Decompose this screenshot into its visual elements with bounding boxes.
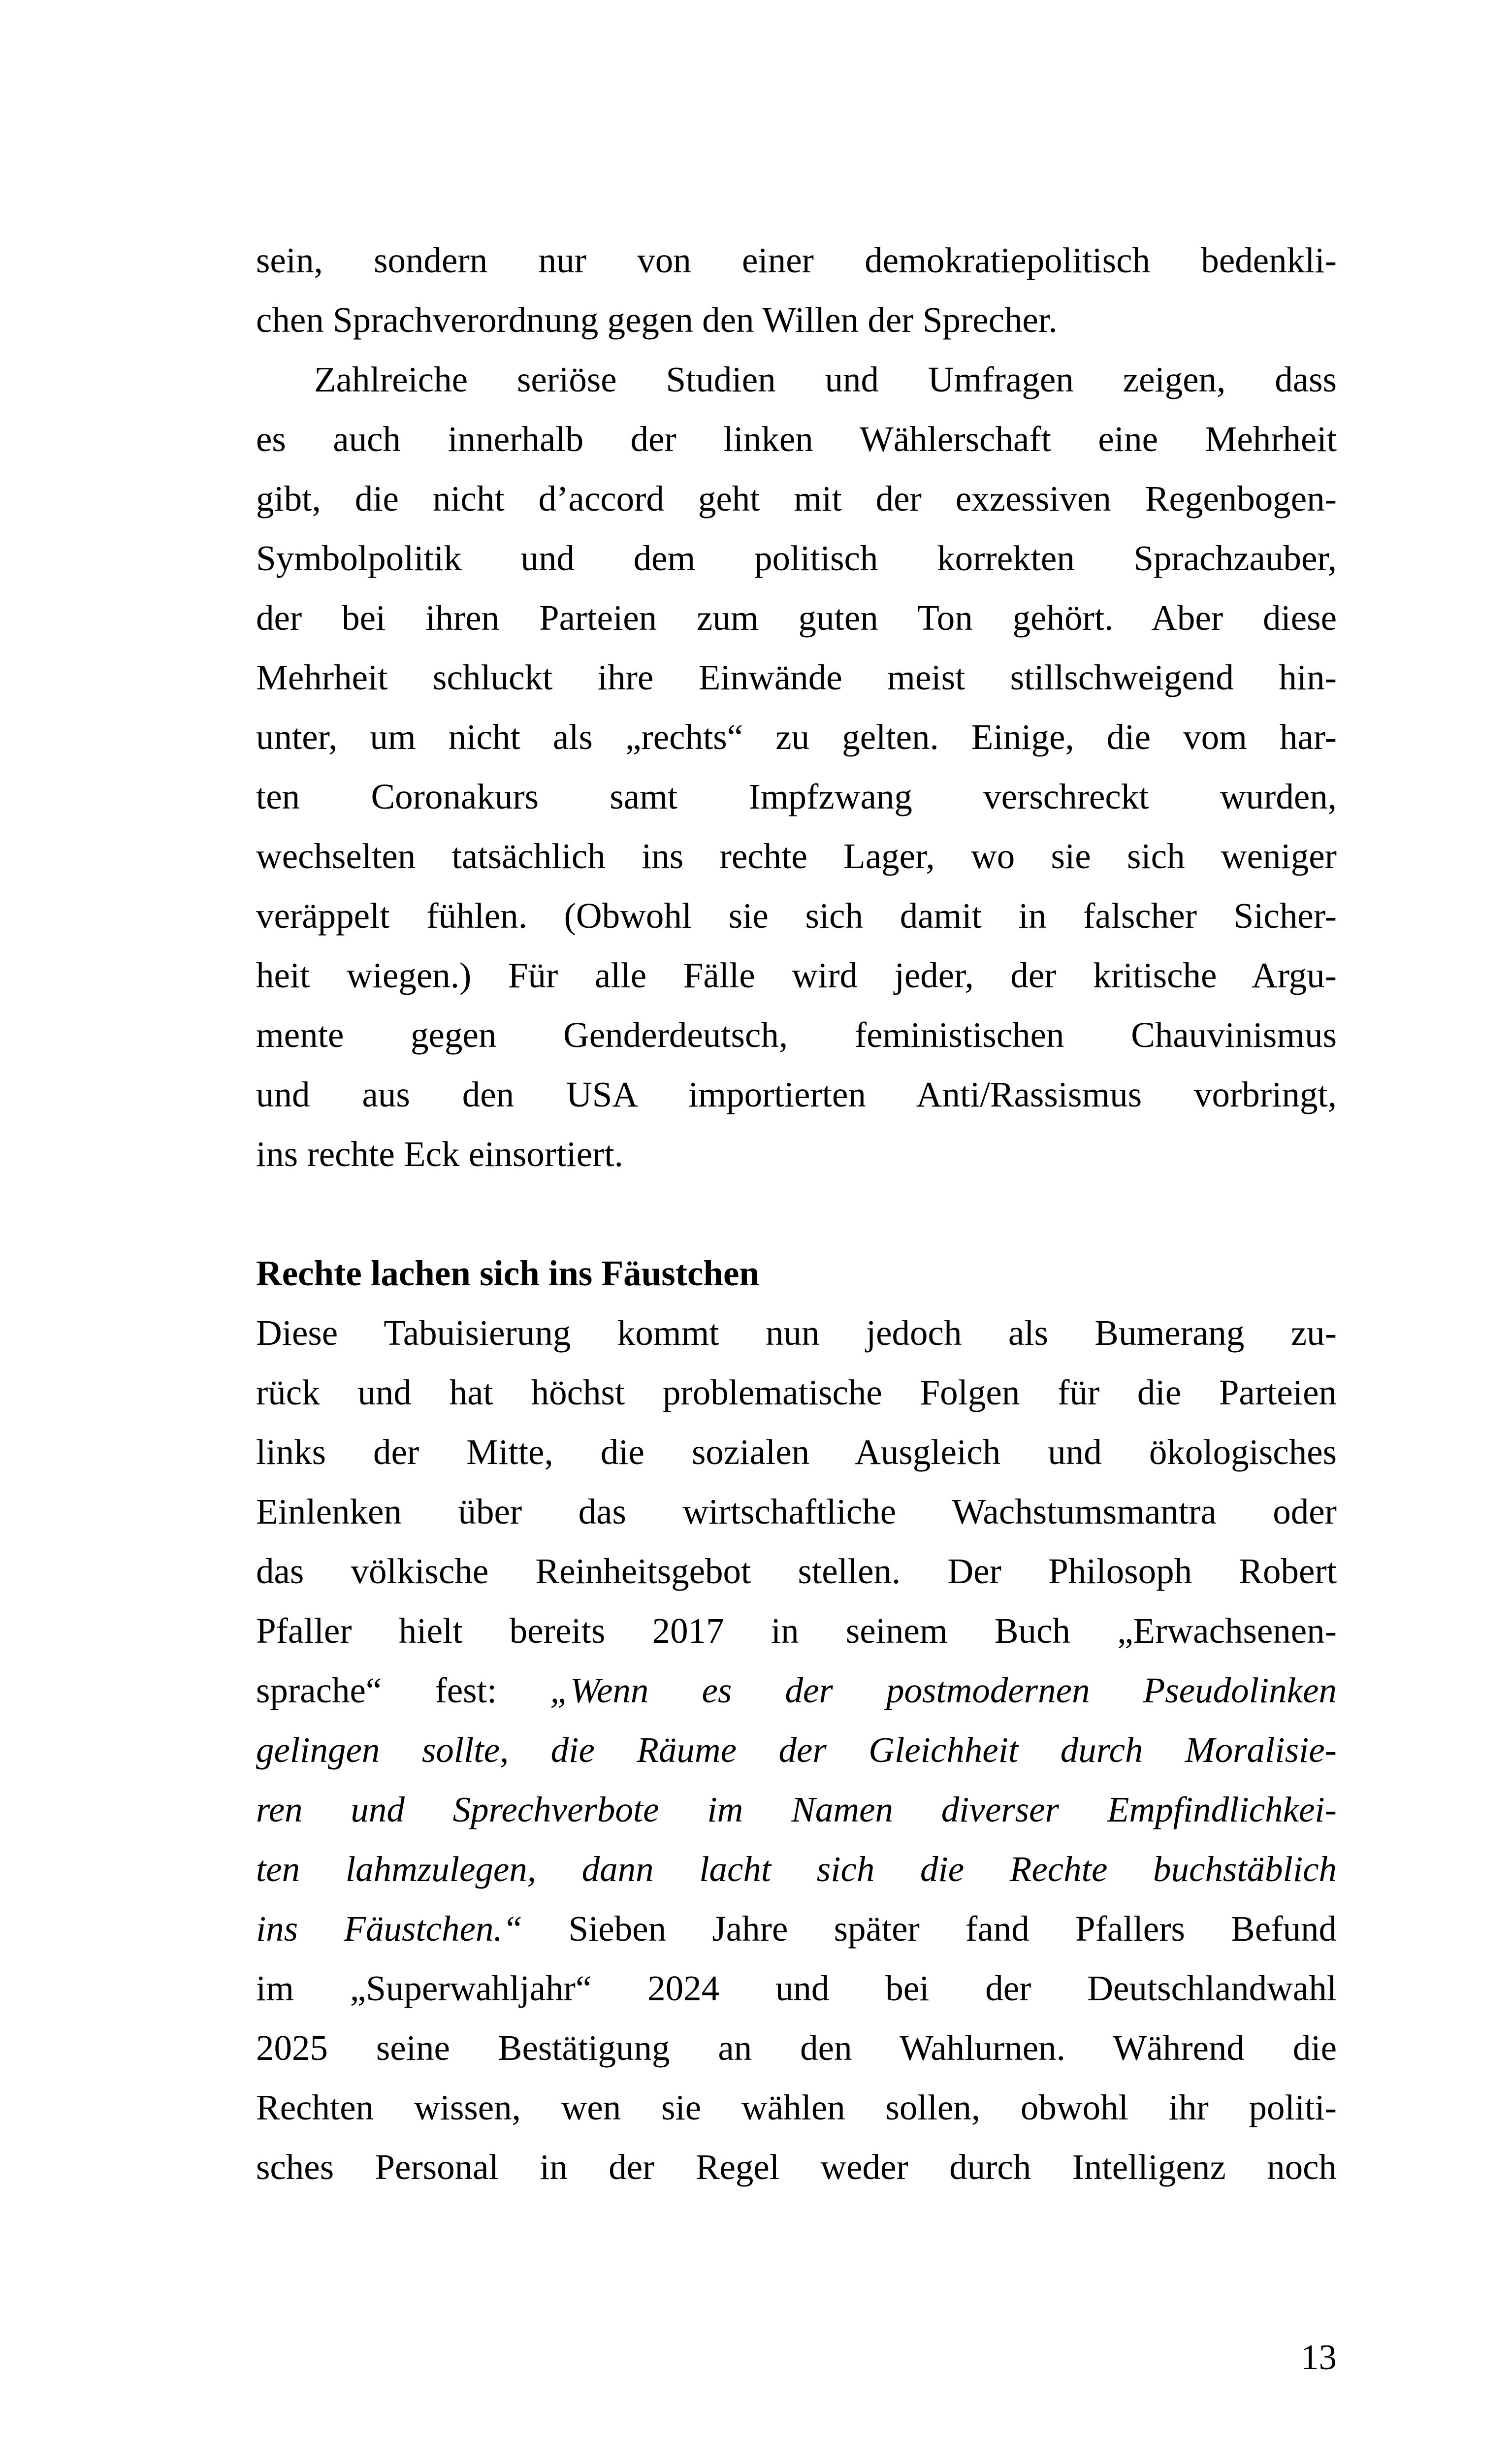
paragraph [256,1303,1337,2197]
text-line [256,1839,1337,1899]
text-line [256,1899,1337,1958]
body-text: ten Coronakurs samt Impfzwang verschreckt wurden, [256,777,1337,816]
body-text: Symbolpolitik und dem politisch korrekten Sprachzauber, [256,538,1337,578]
text-line [256,1720,1337,1780]
text-line [256,767,1337,826]
text-line [256,1422,1337,1482]
text-line [256,1780,1337,1839]
text-line [256,826,1337,886]
body-text: es auch innerhalb der linken Wählerschaft eine Mehrheit [256,419,1337,459]
body-text: das völkische Reinheitsgebot stellen. Der Philosoph Robert [256,1551,1337,1591]
paragraph [256,350,1337,1184]
body-text: Pfaller hielt bereits 2017 in seinem Buch „Erwachsenen- [256,1611,1337,1651]
body-text: Diese Tabuisierung kommt nun jedoch als Bumerang zu- [256,1313,1337,1353]
text-line [256,707,1337,767]
text-line [256,1005,1337,1065]
text-line [256,230,1337,290]
body-text: rück und hat höchst problematische Folgen für die Parteien [256,1372,1337,1412]
body-text: sches Personal in der Regel weder durch Intelligenz noch [256,2147,1337,2187]
section-heading [256,1243,1337,1303]
body-text: wechselten tatsächlich ins rechte Lager, wo sie sich weniger [256,836,1337,876]
body-text: unter, um nicht als „rechts“ zu gelten. Einige, die vom har- [256,717,1337,757]
text-line [256,886,1337,945]
body-text: Mehrheit schluckt ihre Einwände meist stillschweigend hin- [256,657,1337,697]
quote-italic-text: „Wenn es der postmodernen Pseudolinken [550,1670,1337,1710]
text-line [256,469,1337,528]
text-line [256,1601,1337,1661]
text-line [256,2018,1337,2078]
text-line [256,2137,1337,2197]
page-number: 13 [1301,2337,1337,2377]
text-line [256,1363,1337,1422]
text-line [256,2078,1337,2137]
body-text: sein, sondern nur von einer demokratiepolitisch bedenkli- [256,240,1337,280]
text-line [256,290,1337,350]
body-text: Einlenken über das wirtschaftliche Wachstumsmantra oder [256,1492,1337,1531]
text-line [256,1065,1337,1124]
text-line [256,1303,1337,1363]
text-line [256,1124,1337,1184]
body-text: und aus den USA importierten Anti/Rassismus vorbringt, [256,1075,1337,1114]
text-line [256,1541,1337,1601]
text-line [256,350,1337,409]
body-text: mente gegen Genderdeutsch, feministischen Chauvinismus [256,1015,1337,1055]
text-line [256,1661,1337,1720]
body-text: links der Mitte, die sozialen Ausgleich und ökologisches [256,1432,1337,1472]
text-line [256,1958,1337,2018]
text-line [256,648,1337,707]
body-text: Zahlreiche seriöse Studien und Umfragen zeigen, dass [314,359,1337,399]
quote-italic-text: ren und Sprechverbote im Namen diverser Empfindlichkei- [256,1790,1337,1829]
text-line [256,528,1337,588]
body-text: der bei ihren Parteien zum guten Ton gehört. Aber diese [256,598,1337,638]
quote-italic-text: ten lahmzulegen, dann lacht sich die Rechte buchstäblich [256,1849,1337,1889]
body-text: Rechten wissen, wen sie wählen sollen, obwohl ihr politi- [256,2087,1337,2127]
quote-italic-text: ins Fäustchen.“ [256,1909,569,1949]
text-line [256,409,1337,469]
body-text: Sieben Jahre später fand Pfallers Befund [568,1909,1337,1949]
quote-italic-text: gelingen sollte, die Räume der Gleichheit durch Moralisie- [256,1730,1337,1770]
text-line [256,1243,1337,1303]
body-text: Rechte lachen sich ins Fäustchen [256,1253,759,1293]
text-line [256,945,1337,1005]
paragraph [256,230,1337,350]
text-line [256,1482,1337,1541]
text-block [256,230,1337,2197]
body-text: heit wiegen.) Für alle Fälle wird jeder, der kritische Argu- [256,955,1337,995]
body-text: veräppelt fühlen. (Obwohl sie sich damit in falscher Sicher- [256,896,1337,936]
body-text: sprache“ fest: [256,1670,550,1710]
body-text: gibt, die nicht d’accord geht mit der exzessiven Regenbogen- [256,479,1337,519]
body-text: 2025 seine Bestätigung an den Wahlurnen. Während die [256,2028,1337,2068]
text-line [256,588,1337,648]
body-text: im „Superwahljahr“ 2024 und bei der Deutschlandwahl [256,1968,1337,2008]
body-text: chen Sprachverordnung gegen den Willen der Sprecher. [256,300,1058,340]
body-text: ins rechte Eck einsortiert. [256,1134,623,1174]
